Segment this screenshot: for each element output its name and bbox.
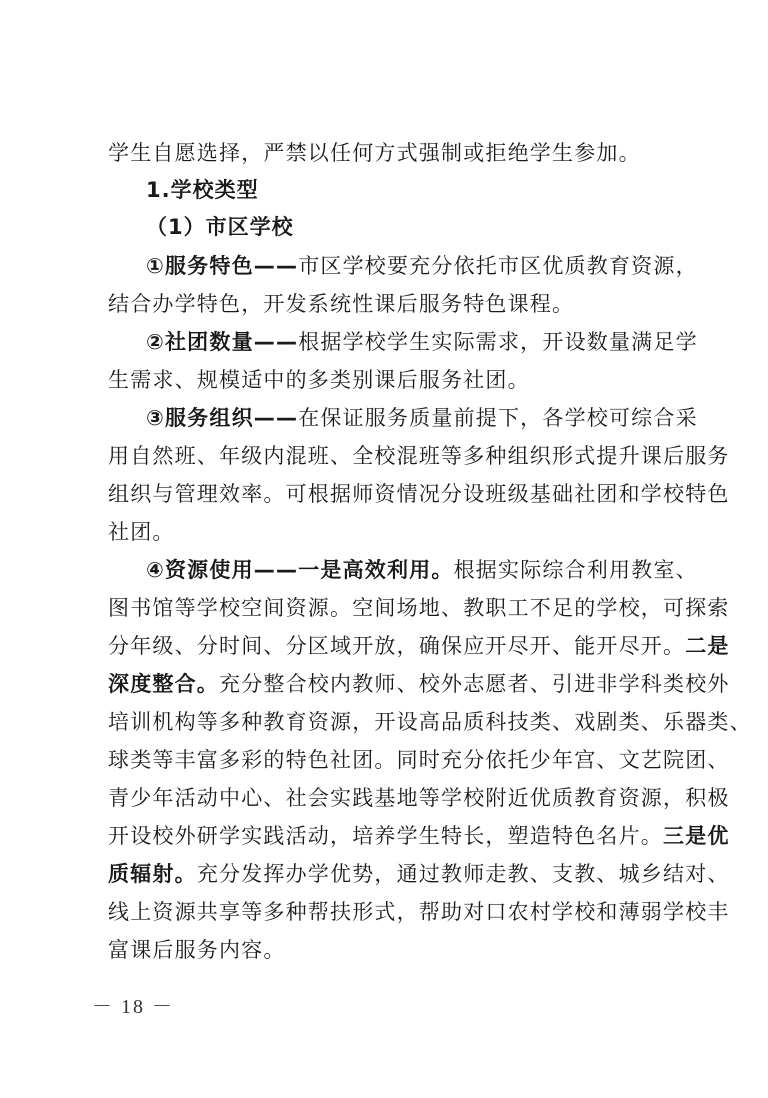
paragraph-line: ②社团数量——根据学校学生实际需求，开设数量满足学 [146, 330, 698, 354]
paragraph-line: 球类等丰富多彩的特色社团。同时充分依托少年宫、文艺院团、 [108, 748, 730, 772]
paragraph-line: 富课后服务内容。 [108, 938, 286, 962]
paragraph-line: 结合办学特色，开发系统性课后服务特色课程。 [108, 292, 575, 316]
item-heading: ④资源使用——一是高效利用。 [146, 558, 454, 582]
paragraph-line: ③服务组织——在保证服务质量前提下，各学校可综合采 [146, 406, 698, 430]
item-heading: ②社团数量—— [146, 330, 299, 354]
paragraph-line: ①服务特色——市区学校要充分依托市区优质教育资源， [146, 254, 698, 278]
page-number: － 18 － [92, 996, 174, 1018]
paragraph-line: 社团。 [108, 520, 175, 544]
paragraph-line: ④资源使用——一是高效利用。根据实际综合利用教室、 [146, 558, 698, 582]
paragraph-line: 组织与管理效率。可根据师资情况分设班级基础社团和学校特色 [108, 482, 730, 506]
paragraph-line: 质辐射。充分发挥办学优势，通过教师走教、支教、城乡结对、 [108, 862, 730, 886]
paragraph-line: 图书馆等学校空间资源。空间场地、教职工不足的学校，可探索 [108, 596, 730, 620]
section-heading: 1.学校类型 [146, 178, 259, 202]
paragraph-line: 用自然班、年级内混班、全校混班等多种组织形式提升课后服务 [108, 444, 730, 468]
subsection-heading: （1）市区学校 [146, 215, 294, 239]
paragraph-line: 分年级、分时间、分区域开放，确保应开尽开、能开尽开。二是 [108, 634, 730, 658]
paragraph-line: 线上资源共享等多种帮扶形式，帮助对口农村学校和薄弱学校丰 [108, 900, 730, 924]
paragraph-line: 培训机构等多种教育资源，开设高品质科技类、戏剧类、乐器类、 [108, 710, 752, 734]
paragraph-line: 生需求、规模适中的多类别课后服务社团。 [108, 368, 530, 392]
paragraph-line: 学生自愿选择，严禁以任何方式强制或拒绝学生参加。 [108, 141, 641, 165]
paragraph-line: 深度整合。充分整合校内教师、校外志愿者、引进非学科类校外 [108, 672, 730, 696]
item-heading: ①服务特色—— [146, 254, 299, 278]
paragraph-line: 开设校外研学实践活动，培养学生特长，塑造特色名片。三是优 [108, 824, 730, 848]
item-heading: ③服务组织—— [146, 406, 299, 430]
paragraph-line: 青少年活动中心、社会实践基地等学校附近优质教育资源，积极 [108, 786, 730, 810]
